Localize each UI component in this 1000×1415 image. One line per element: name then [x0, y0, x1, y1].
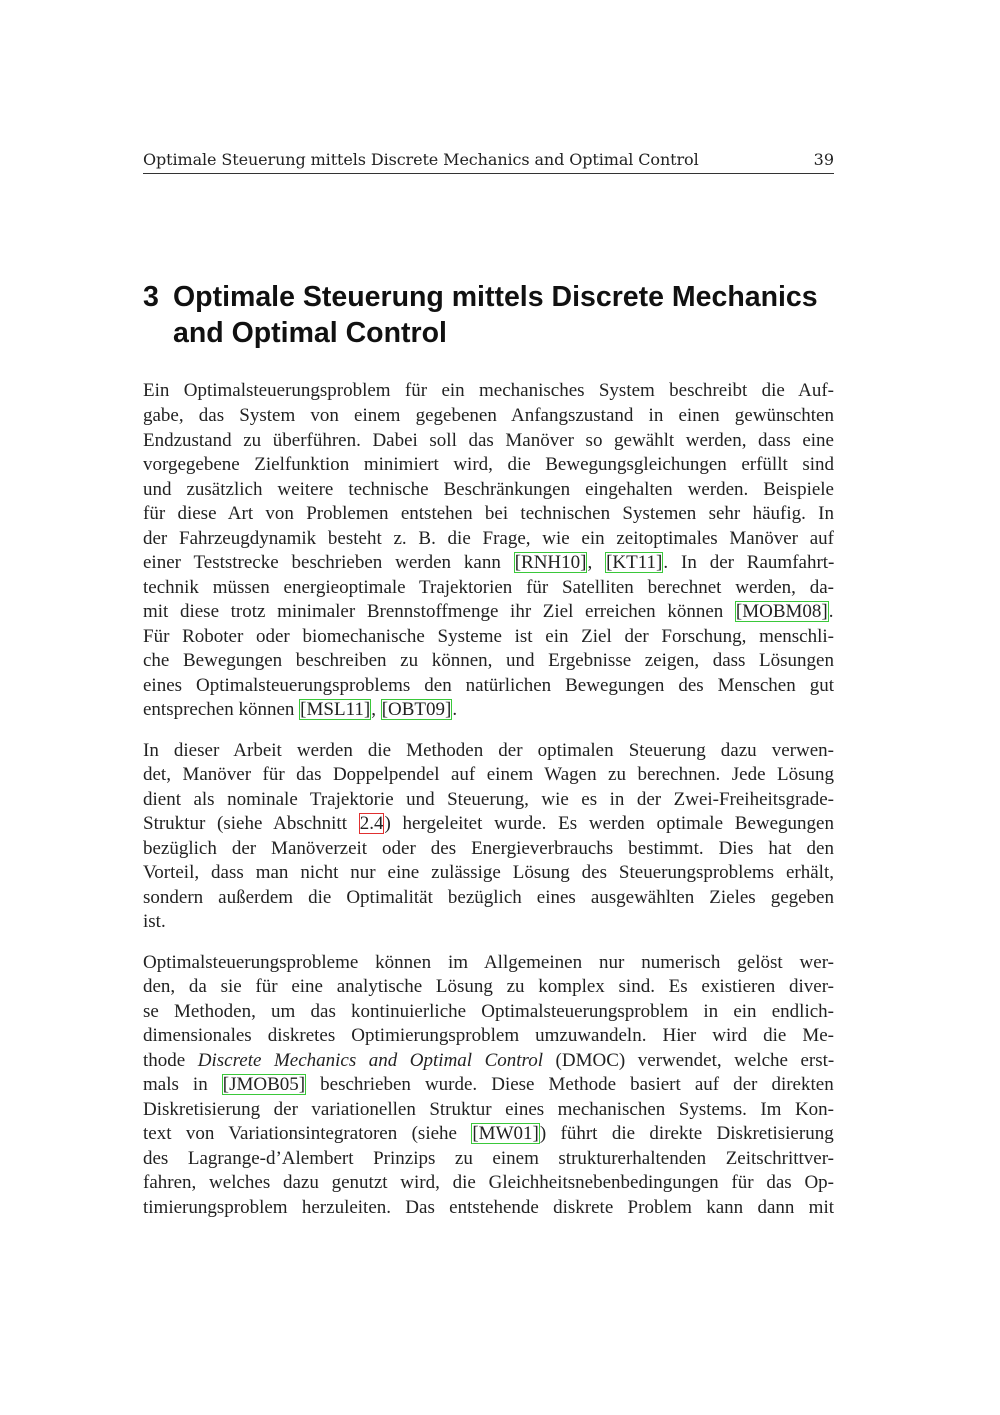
method-name-emphasis: Discrete Mechanics and Optimal Control [197, 1050, 544, 1071]
running-title: Optimale Steuerung mittels Discrete Mechanics and Optimal Control [143, 150, 699, 169]
p3-line-2: den, da sie für eine analytische Lösung zu komplex sind. Es existieren diver- [143, 976, 834, 997]
p3-line-6 [143, 1073, 834, 1097]
chapter-number: 3 [143, 281, 159, 313]
p3-line-3: se Methoden, um das kontinuierliche Optimalsteuerungsproblem in ein endlich- [143, 1001, 834, 1022]
p1-line-11: Für Roboter oder biomechanische Systeme ist ein Ziel der Forschung, menschli- [143, 626, 834, 647]
p1-line-10 [143, 600, 834, 624]
p2-line-7: sondern außerdem die Optimalität bezüglich eines ausgewählten Zieles gegeben [143, 887, 834, 908]
text-span: mit diese trotz minimaler Brennstoffmenge ihr Ziel erreichen können [143, 601, 735, 622]
p1-line-6: für diese Art von Problemen entstehen bei technischen Systemen sehr häufig. In [143, 503, 834, 524]
citation-link-rnh10[interactable]: [RNH10] [514, 552, 587, 573]
text-span: beschrieben wurde. Diese Methode basiert auf der direkten [306, 1074, 834, 1095]
p2-line-8: ist. [143, 911, 166, 932]
p1-line-3: Endzustand zu überführen. Dabei soll das Manöver so gewählt werden, dass eine [143, 430, 834, 451]
citation-link-jmob05[interactable]: [JMOB05] [222, 1074, 306, 1095]
text-span: mals in [143, 1074, 222, 1095]
p1-line-9: technik müssen energieoptimale Trajektorien für Satelliten berechnet werden, da- [143, 577, 834, 598]
p3-line-4: dimensionales diskretes Optimierungsproblem umzuwandeln. Hier wird die Me- [143, 1025, 834, 1046]
text-span: , [371, 699, 381, 720]
p3-line-1: Optimalsteuerungsprobleme können im Allgemeinen nur numerisch gelöst wer- [143, 952, 834, 973]
p2-line-6: Vorteil, dass man nicht nur eine zulässige Lösung des Steuerungsproblems erhält, [143, 862, 834, 883]
p3-line-8 [143, 1122, 834, 1146]
chapter-title-line-1: Optimale Steuerung mittels Discrete Mechanics [173, 281, 818, 313]
citation-link-obt09[interactable]: [OBT09] [381, 699, 452, 720]
p3-line-5 [143, 1049, 834, 1073]
p2-line-1: In dieser Arbeit werden die Methoden der optimalen Steuerung dazu verwen- [143, 740, 834, 761]
p1-line-14 [143, 698, 834, 722]
p1-line-13: eines Optimalsteuerungsproblems den natürlichen Bewegungen des Menschen gut [143, 675, 834, 696]
text-span: (DMOC) verwendet, welche erst- [543, 1050, 835, 1071]
page-number: 39 [813, 150, 834, 169]
running-header [143, 150, 834, 174]
citation-link-mobm08[interactable]: [MOBM08] [735, 601, 828, 622]
text-span: . In der Raumfahrt- [663, 552, 835, 573]
p3-line-10: fahren, welches dazu genutzt wird, die Gleichheitsnebenbedingungen für das Op- [143, 1172, 834, 1193]
text-span: ) führt die direkte Diskretisierung [539, 1123, 834, 1144]
text-span: ) hergeleitet wurde. Es werden optimale Bewegungen [384, 813, 834, 834]
p3-line-9: des Lagrange-d’Alembert Prinzips zu einem strukturerhaltenden Zeitschrittver- [143, 1148, 834, 1169]
p1-line-12: che Bewegungen beschreiben zu können, und Ergebnisse zeigen, dass Lösungen [143, 650, 834, 671]
text-span: einer Teststrecke beschrieben werden kann [143, 552, 514, 573]
p1-line-4: vorgegebene Zielfunktion minimiert wird, die Bewegungsgleichungen erfüllt sind [143, 454, 834, 475]
text-span: entsprechen können [143, 699, 300, 720]
p3-line-11: timierungsproblem herzuleiten. Das entstehende diskrete Problem kann dann mit [143, 1197, 834, 1218]
p2-line-3: dient als nominale Trajektorie und Steuerung, wie es in der Zwei-Freiheitsgrade- [143, 789, 834, 810]
p2-line-5: bezüglich der Manöverzeit oder des Energieverbrauchs bestimmt. Dies hat den [143, 838, 834, 859]
p2-line-2: det, Manöver für das Doppelpendel auf einem Wagen zu berechnen. Jede Lösung [143, 764, 834, 785]
citation-link-kt11[interactable]: [KT11] [606, 552, 663, 573]
text-span: text von Variationsintegratoren (siehe [143, 1123, 472, 1144]
text-span: thode [143, 1050, 198, 1071]
text-span: Struktur (siehe Abschnitt [143, 813, 359, 834]
text-span: . [828, 601, 834, 622]
citation-link-mw01[interactable]: [MW01] [472, 1123, 539, 1144]
citation-link-msl11[interactable]: [MSL11] [300, 699, 371, 720]
p2-line-4 [143, 812, 834, 836]
chapter-title [173, 279, 853, 351]
p1-line-7: der Fahrzeugdynamik besteht z. B. die Frage, wie ein zeitoptimales Manöver auf [143, 528, 834, 549]
p1-line-5: und zusätzlich weitere technische Beschränkungen eingehalten werden. Beispiele [143, 479, 834, 500]
p1-line-8 [143, 551, 834, 575]
p1-line-1: Ein Optimalsteuerungsproblem für ein mechanisches System beschreibt die Auf- [143, 380, 834, 401]
p3-line-7: Diskretisierung der variationellen Struktur eines mechanischen Systems. Im Kon- [143, 1099, 834, 1120]
section-ref-link[interactable]: 2.4 [359, 813, 384, 834]
p1-line-2: gabe, das System von einem gegebenen Anfangszustand in einen gewünschten [143, 405, 834, 426]
text-span: , [587, 552, 606, 573]
chapter-title-line-2: and Optimal Control [173, 317, 447, 349]
text-span: . [452, 699, 458, 720]
